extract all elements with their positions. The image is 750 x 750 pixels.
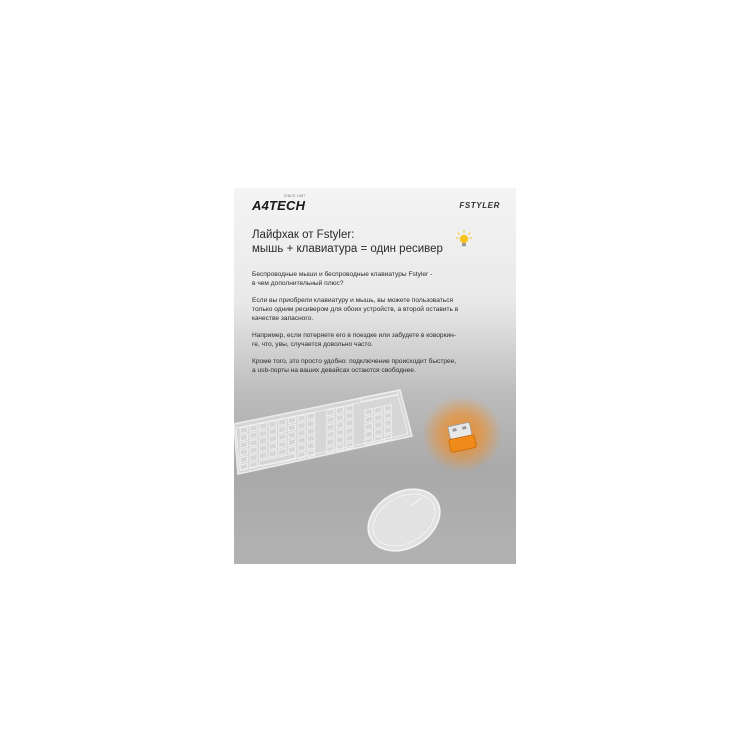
a4tech-logo: A4TECH SINCE 1987: [252, 194, 306, 213]
paragraph-2: Если вы приобрели клавиатуру и мышь, вы можете пользоваться только одним ресивером для обоих устройств, а второй оставить в качестве запасного.: [252, 297, 459, 322]
keyboard-illustration: [234, 390, 412, 474]
lifehack-poster: [234, 188, 516, 564]
fstyler-logo: FSTYLER: [459, 201, 500, 210]
headline-line-2: мышь + клавиатура = один ресивер: [252, 243, 443, 255]
paragraph-3: Например, если потеряете его в поездке или забудете в коворкин- ге, что, увы, случается довольно часто.: [252, 332, 456, 348]
a4tech-logo-tag: SINCE 1987: [284, 194, 306, 198]
usb-receiver-illustration: [422, 396, 502, 472]
mouse-illustration: [357, 477, 451, 563]
paragraph-1: Беспроводные мыши и беспроводные клавиатуры Fstyler - в чем дополнительный плюс?: [252, 271, 433, 287]
headline-line-1: Лайфхак от Fstyler:: [252, 229, 355, 241]
body-text: [252, 270, 504, 383]
paragraph-4: Кроме того, это просто удобно: подключение происходит быстрее, а usb-порты на ваших девайсах остаются свободнее.: [252, 358, 457, 374]
devices-illustration: [234, 384, 516, 564]
lightbulb-icon: [456, 230, 472, 250]
